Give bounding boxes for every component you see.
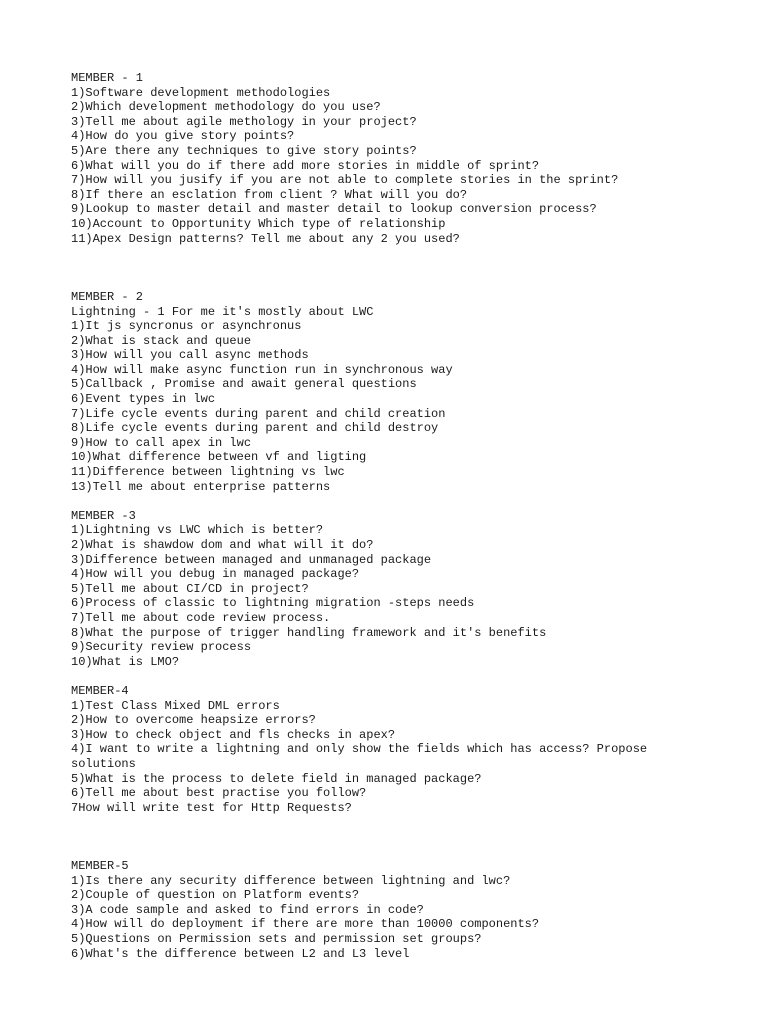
list-item: 1)Test Class Mixed DML errors xyxy=(71,698,280,713)
section-member-4 xyxy=(71,684,711,815)
list-item: 4)How will make async function run in synchronous way xyxy=(71,362,453,377)
spacer xyxy=(71,844,711,859)
section-member-2 xyxy=(71,290,711,494)
spacer xyxy=(71,669,711,684)
list-item: 4)How will do deployment if there are more than 10000 components? xyxy=(71,917,540,932)
list-item: 3)How will you call async methods xyxy=(71,348,309,363)
list-item: 11)Difference between lightning vs lwc xyxy=(71,465,345,480)
spacer xyxy=(71,815,711,844)
list-item: 2)How to overcome heapsize errors? xyxy=(71,713,316,728)
list-item: 7)Life cycle events during parent and child creation xyxy=(71,406,446,421)
list-item: 3)How to check object and fls checks in apex? xyxy=(71,727,396,742)
list-item: 4)I want to write a lightning and only show the fields which has access? Propose solutions xyxy=(71,742,655,771)
list-item: 5)Tell me about CI/CD in project? xyxy=(71,581,309,596)
list-item: 3)A code sample and asked to find errors in code? xyxy=(71,902,424,917)
list-item: 7)How will you jusify if you are not able to complete stories in the sprint? xyxy=(71,173,619,188)
section-member-1 xyxy=(71,71,711,246)
document-page xyxy=(71,71,711,961)
list-item: 4)How do you give story points? xyxy=(71,129,295,144)
list-item: 6)Process of classic to lightning migration -steps needs xyxy=(71,596,475,611)
section-title: MEMBER-4 xyxy=(71,683,129,698)
list-item: 9)Security review process xyxy=(71,640,252,655)
section-title: MEMBER-5 xyxy=(71,859,129,874)
list-item: 5)Callback , Promise and await general questions xyxy=(71,377,417,392)
list-item: 13)Tell me about enterprise patterns xyxy=(71,479,331,494)
list-item: 6)What will you do if there add more stories in middle of sprint? xyxy=(71,158,540,173)
list-item: 8)If there an esclation from client ? What will you do? xyxy=(71,187,468,202)
list-item: 8)What the purpose of trigger handling framework and it's benefits xyxy=(71,625,547,640)
spacer xyxy=(71,246,711,275)
section-title: MEMBER -3 xyxy=(71,508,136,523)
list-item: 5)Are there any techniques to give story points? xyxy=(71,143,417,158)
section-member-5 xyxy=(71,859,711,961)
list-item: 11)Apex Design patterns? Tell me about any 2 you used? xyxy=(71,231,460,246)
list-item: 2)Couple of question on Platform events? xyxy=(71,888,360,903)
list-item: 9)How to call apex in lwc xyxy=(71,435,252,450)
list-item: 5)What is the process to delete field in managed package? xyxy=(71,771,482,786)
list-item: 6)Event types in lwc xyxy=(71,392,216,407)
list-item: 1)Software development methodologies xyxy=(71,85,331,100)
section-title: MEMBER - 1 xyxy=(71,71,144,85)
list-item: 4)How will you debug in managed package? xyxy=(71,567,360,582)
list-item: 7How will write test for Http Requests? xyxy=(71,800,352,815)
spacer xyxy=(71,275,711,290)
list-item: 1)Is there any security difference between lightning and lwc? xyxy=(71,873,511,888)
list-item: 8)Life cycle events during parent and child destroy xyxy=(71,421,439,436)
spacer xyxy=(71,494,711,509)
list-item: 3)Tell me about agile methology in your project? xyxy=(71,114,417,129)
list-item: 6)What's the difference between L2 and L3 level xyxy=(71,946,410,961)
list-item: 9)Lookup to master detail and master detail to lookup conversion process? xyxy=(71,202,597,217)
list-item: 10)Account to Opportunity Which type of relationship xyxy=(71,216,446,231)
list-item: Lightning - 1 For me it's mostly about LWC xyxy=(71,304,374,319)
list-item: 10)What is LMO? xyxy=(71,654,180,669)
list-item: 7)Tell me about code review process. xyxy=(71,610,331,625)
list-item: 6)Tell me about best practise you follow? xyxy=(71,786,367,801)
section-title: MEMBER - 2 xyxy=(71,289,144,304)
list-item: 5)Questions on Permission sets and permission set groups? xyxy=(71,932,482,947)
list-item: 1)Lightning vs LWC which is better? xyxy=(71,523,324,538)
list-item: 2)What is shawdow dom and what will it do? xyxy=(71,538,374,552)
list-item: 1)It js syncronus or asynchronus xyxy=(71,319,302,334)
list-item: 3)Difference between managed and unmanaged package xyxy=(71,552,432,567)
section-member-3 xyxy=(71,509,711,670)
list-item: 2)Which development methodology do you use? xyxy=(71,100,381,115)
list-item: 10)What difference between vf and ligting xyxy=(71,450,367,465)
list-item: 2)What is stack and queue xyxy=(71,333,252,348)
